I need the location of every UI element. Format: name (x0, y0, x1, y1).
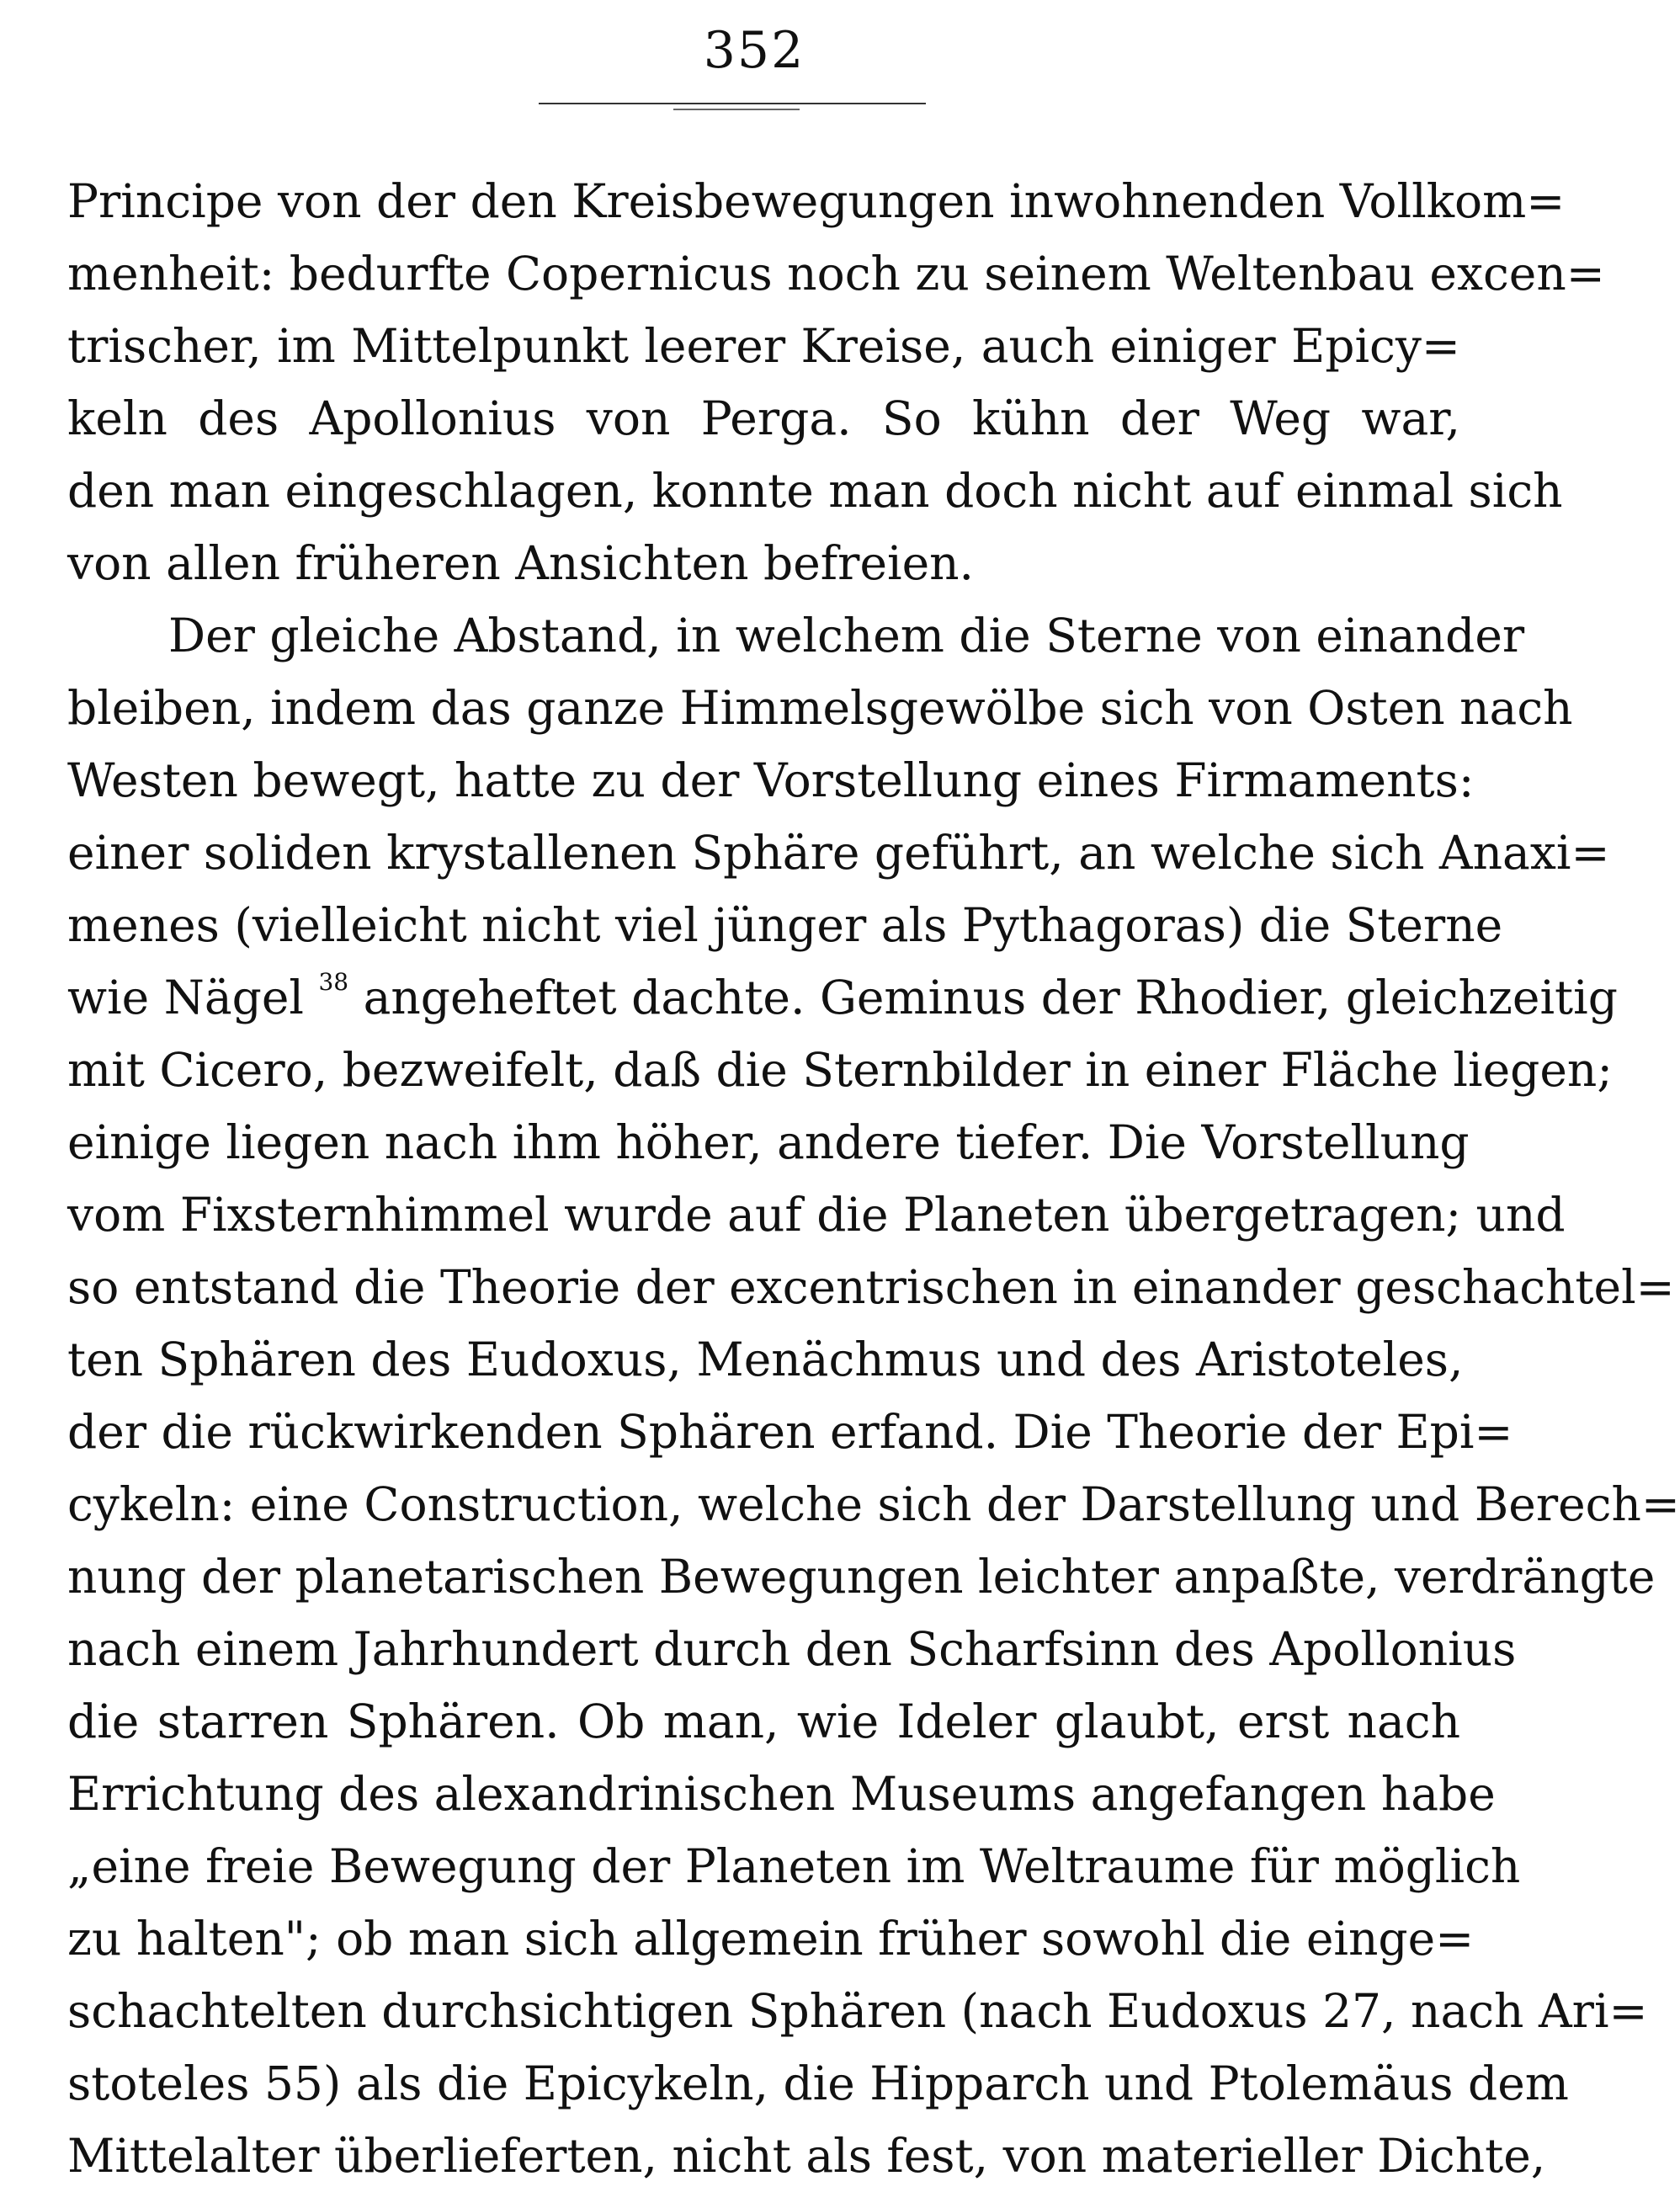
footnote-reference: 38 (318, 968, 349, 996)
text-line: keln des Apollonius von Perga. So kühn der Weg war, (67, 391, 1460, 445)
text-line: vom Fixsternhimmel wurde auf die Planeten übergetragen; und (67, 1188, 1566, 1242)
paragraph-start-line: Der gleiche Abstand, in welchem die Sterne von einander (168, 609, 1525, 662)
text-line: menes (vielleicht nicht viel jünger als Pythagoras) die Sterne (67, 898, 1503, 952)
text-line: nung der planetarischen Bewegungen leichter anpaßte, verdrängte (67, 1550, 1656, 1604)
body-text (67, 165, 1680, 2192)
header-rule-secondary (673, 109, 800, 110)
text-line: zu halten"; ob man sich allgemein früher sowohl die einge= (67, 1912, 1475, 1966)
text-line: den man eingeschlagen, konnte man doch nicht auf einmal sich (67, 464, 1563, 518)
text-line: der die rückwirkenden Sphären erfand. Die Theorie der Epi= (67, 1405, 1513, 1459)
text-line: cykeln: eine Construction, welche sich der Darstellung und Berech= (67, 1477, 1680, 1531)
text-line: einer soliden krystallenen Sphäre geführt, an welche sich Anaxi= (67, 826, 1610, 880)
text-line: die starren Sphären. Ob man, wie Ideler glaubt, erst nach (67, 1695, 1460, 1748)
text-line: stoteles 55) als die Epicykeln, die Hipparch und Ptolemäus dem (67, 2056, 1569, 2110)
text-line: so entstand die Theorie der excentrischen in einander geschachtel= (67, 1260, 1675, 1314)
text-line: einige liegen nach ihm höher, andere tiefer. Die Vorstellung (67, 1115, 1470, 1169)
text-line: bleiben, indem das ganze Himmelsgewölbe sich von Osten nach (67, 681, 1573, 735)
line-segment: angeheftet dachte. Geminus der Rhodier, gleichzeitig (363, 971, 1618, 1024)
text-line: Westen bewegt, hatte zu der Vorstellung eines Firmaments: (67, 753, 1475, 807)
text-line: trischer, im Mittelpunkt leerer Kreise, auch einiger Epicy= (67, 319, 1460, 373)
text-line: ten Sphären des Eudoxus, Menächmus und des Aristoteles, (67, 1333, 1464, 1386)
text-line: „eine freie Bewegung der Planeten im Weltraume für möglich (67, 1839, 1521, 1893)
text-line: Principe von der den Kreisbewegungen inwohnenden Vollkom= (67, 174, 1566, 228)
page-number: 352 (703, 21, 805, 80)
text-line: mit Cicero, bezweifelt, daß die Sternbilder in einer Fläche liegen; (67, 1043, 1613, 1097)
text-line: menheit: bedurfte Copernicus noch zu seinem Weltenbau excen= (67, 247, 1605, 301)
text-line: Errichtung des alexandrinischen Museums angefangen habe (67, 1767, 1496, 1821)
text-line: schachtelten durchsichtigen Sphären (nach Eudoxus 27, nach Ari= (67, 1984, 1648, 2038)
line-segment: wie Nägel (67, 971, 304, 1024)
text-line: von allen früheren Ansichten befreien. (67, 536, 975, 590)
header-rule (539, 103, 926, 104)
text-line: nach einem Jahrhundert durch den Scharfsinn des Apollonius (67, 1622, 1517, 1676)
text-line: Mittelalter überlieferten, nicht als fest, von materieller Dichte, (67, 2129, 1546, 2183)
text-line-with-footnote (67, 961, 1618, 1034)
